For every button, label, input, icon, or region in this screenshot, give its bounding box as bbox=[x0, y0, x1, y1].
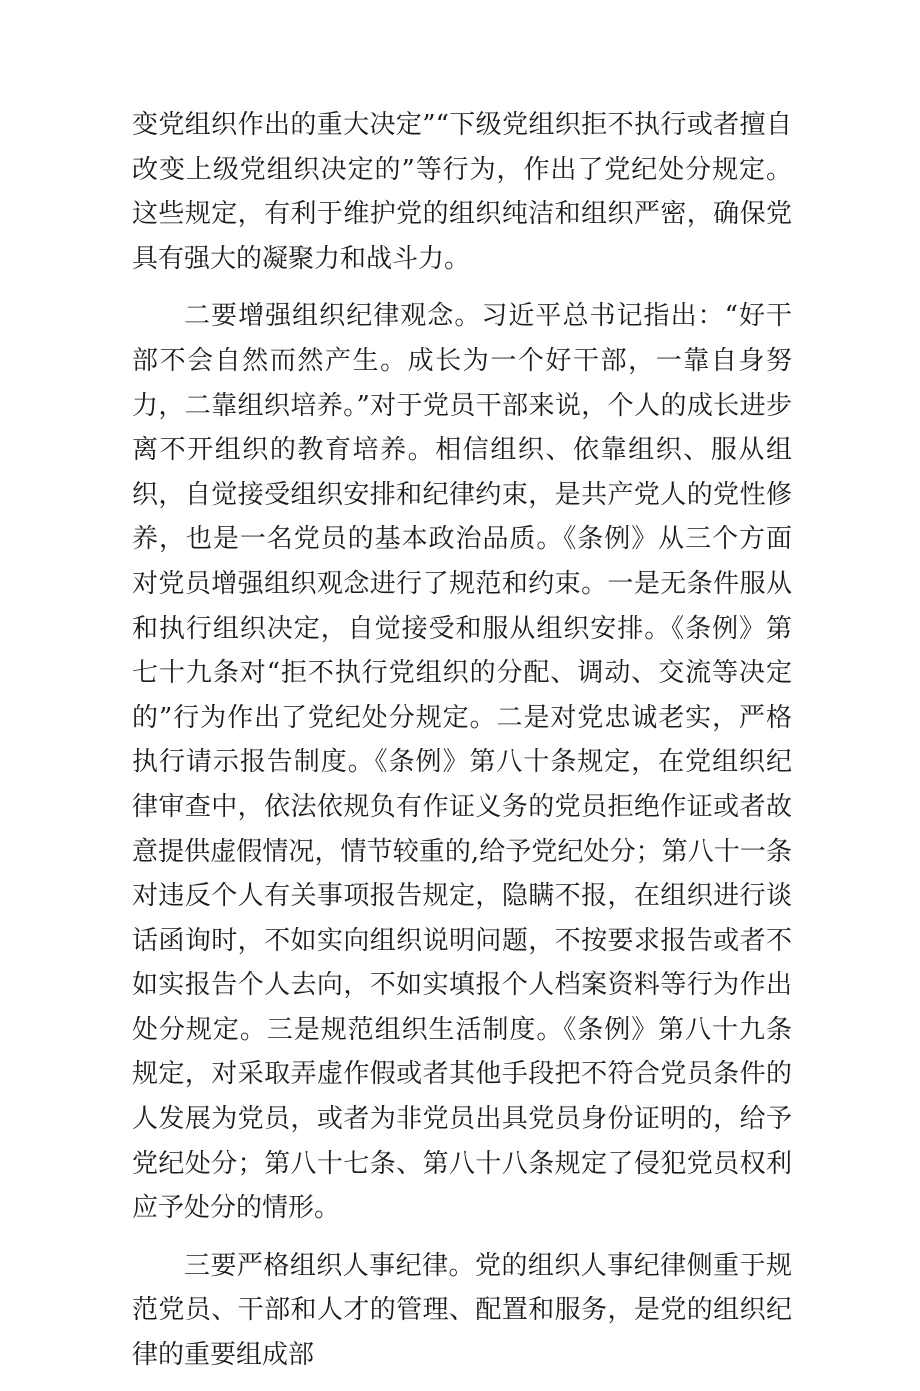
paragraph-1: 变党组织作出的重大决定”“下级党组织拒不执行或者擅自改变上级党组织决定的”等行为，作出了党纪处分规定。这些规定，有利于维护党的组织纯洁和组织严密，确保党具有强大的凝聚力和战斗力。 bbox=[132, 110, 792, 274]
paragraph-3: 三要严格组织人事纪律。党的组织人事纪律侧重于规范党员、干部和人才的管理、配置和服务，是党的组织纪律的重要组成部 bbox=[132, 1250, 792, 1371]
document-body bbox=[132, 103, 792, 1391]
paragraph-2: 二要增强组织纪律观念。习近平总书记指出：“好干部不会自然而然产生。成长为一个好干部，一靠自身努力，二靠组织培养。”对于党员干部来说，个人的成长进步离不开组织的教育培养。相信组织、依靠组织、服从组织，自觉接受组织安排和纪律约束，是共产党人的党性修养，也是一名党员的基本政治品质。《条例》从三个方面对党员增强组织观念进行了规范和约束。一是无条件服从和执行组织决定，自觉接受和服从组织安排。《条例》第七十九条对“拒不执行党组织的分配、调动、交流等决定的”行为作出了党纪处分规定。二是对党忠诚老实，严格执行请示报告制度。《条例》第八十条规定，在党组织纪律审查中，依法依规负有作证义务的党员拒绝作证或者故意提供虚假情况，情节较重的,给予党纪处分；第八十一条对违反个人有关事项报告规定，隐瞒不报，在组织进行谈话函询时，不如实向组织说明问题，不按要求报告或者不如实报告个人去向，不如实填报个人档案资料等行为作出处分规定。三是规范组织生活制度。《条例》第八十九条规定，对采取弄虚作假或者其他手段把不符合党员条件的人发展为党员，或者为非党员出具党员身份证明的，给予党纪处分；第八十七条、第八十八条规定了侵犯党员权利应予处分的情形。 bbox=[132, 301, 792, 1224]
